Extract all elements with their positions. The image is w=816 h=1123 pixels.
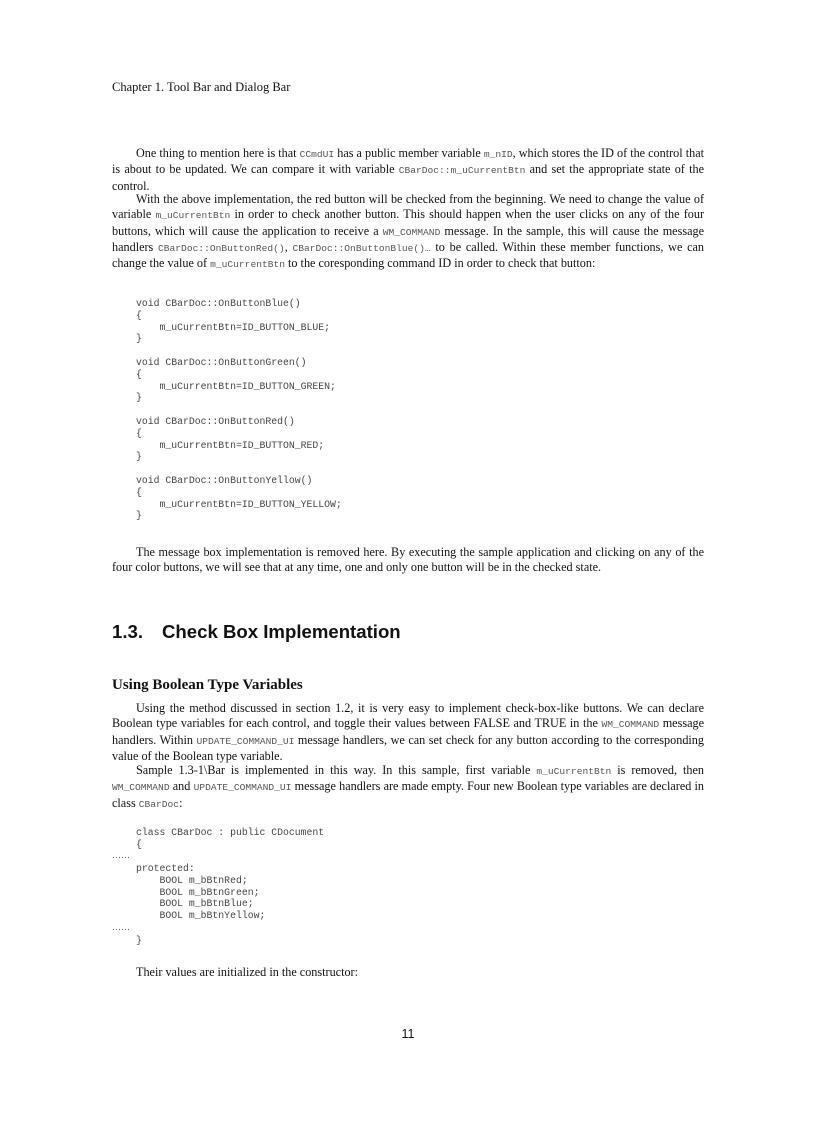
inline-code: WM_COMMAND xyxy=(382,226,441,238)
inline-code: UPDATE_COMMAND_UI xyxy=(193,782,292,794)
paragraph-red-button: With the above implementation, the red button will be checked from the beginning. We need to change the value of variable m_uCurrentBtn in order to check another button. This should happen when the user clicks on any of the four buttons, which will cause the application to receive a WM_COMMAND message. In the sample, this will cause the message handlers CBarDoc::OnButtonRed(), CBarDoc::OnButtonBlue()… to be called. Within these member functions, we can change the value of m_uCurrentBtn to the coresponding command ID in order to check that button: xyxy=(112,192,705,271)
inline-code: m_uCurrentBtn xyxy=(536,766,612,777)
paragraph-ccmdui: One thing to mention here is that CCmdUI has a public member variable m_nID, which stores the ID of the control that is about to be updated. We can compare it with variable CBarDoc::m_uCurrentBtn and set the appropriate state of the control. xyxy=(112,146,705,193)
inline-code: WM_COMMAND xyxy=(601,719,660,731)
inline-code: CCmdUI xyxy=(299,149,335,160)
section-heading xyxy=(112,621,401,643)
paragraph-constructor: Their values are initialized in the constructor: xyxy=(136,965,358,979)
inline-code: CBarDoc::OnButtonRed() xyxy=(158,242,285,254)
inline-code: CBarDoc::m_uCurrentBtn xyxy=(398,165,526,177)
section-number: 1.3. xyxy=(112,621,144,642)
inline-code: m_uCurrentBtn xyxy=(155,210,231,222)
code-block-close: } xyxy=(136,935,142,946)
paragraph-boolean-variables: Using the method discussed in section 1.2, it is very easy to implement check-box-like buttons. We can declare Boolean type variables for each control, and toggle their values between FALSE and TRUE in the WM_COMMAND message handlers. Within UPDATE_COMMAND_UI message handlers, we can set check for any button according to the corresponding value of the Boolean type variable. xyxy=(112,701,704,763)
paragraph-message-box: The message box implementation is removed here. By executing the sample application and clicking on any of the four color buttons, we will see that at any time, one and only one button will be in the checked state. xyxy=(112,545,704,575)
code-block-class-decl: class CBarDoc : public CDocument { xyxy=(136,827,325,850)
code-block-button-handlers: void CBarDoc::OnButtonBlue() { m_uCurrentBtn=ID_BUTTON_BLUE; } void CBarDoc::OnButtonGreen() { m_uCurrentBtn=ID_BUTTON_GREEN; } void CBarDoc::OnButtonRed() { m_uCurrentBtn=ID_BUTTON_RED; } void CBarDoc::OnButtonYellow() { m_uCurrentBtn=ID_BUTTON_YELLOW; } xyxy=(136,298,342,522)
inline-code: UPDATE_COMMAND_UI xyxy=(196,735,295,747)
running-header: Chapter 1. Tool Bar and Dialog Bar xyxy=(112,80,291,94)
section-title: Check Box Implementation xyxy=(162,621,401,642)
code-ellipsis: …… xyxy=(112,850,130,860)
code-block-members: protected: BOOL m_bBtnRed; BOOL m_bBtnGreen; BOOL m_bBtnBlue; BOOL m_bBtnYellow; xyxy=(136,863,266,922)
code-ellipsis: …… xyxy=(112,922,130,932)
inline-code: CBarDoc::OnButtonBlue()… xyxy=(292,242,431,254)
paragraph-sample: Sample 1.3-1\Bar is implemented in this way. In this sample, first variable m_uCurrentBtn is removed, then WM_COMMAND and UPDATE_COMMAND_UI message handlers are made empty. Four new Boolean type variables are declared in class CBarDoc: xyxy=(112,763,704,810)
inline-code: CBarDoc xyxy=(138,798,180,810)
inline-code: WM_COMMAND xyxy=(112,782,170,794)
inline-code: m_uCurrentBtn xyxy=(210,259,285,271)
subsection-heading: Using Boolean Type Variables xyxy=(112,677,303,693)
inline-code: m_nID xyxy=(483,149,513,160)
page-number: 11 xyxy=(401,1027,415,1041)
